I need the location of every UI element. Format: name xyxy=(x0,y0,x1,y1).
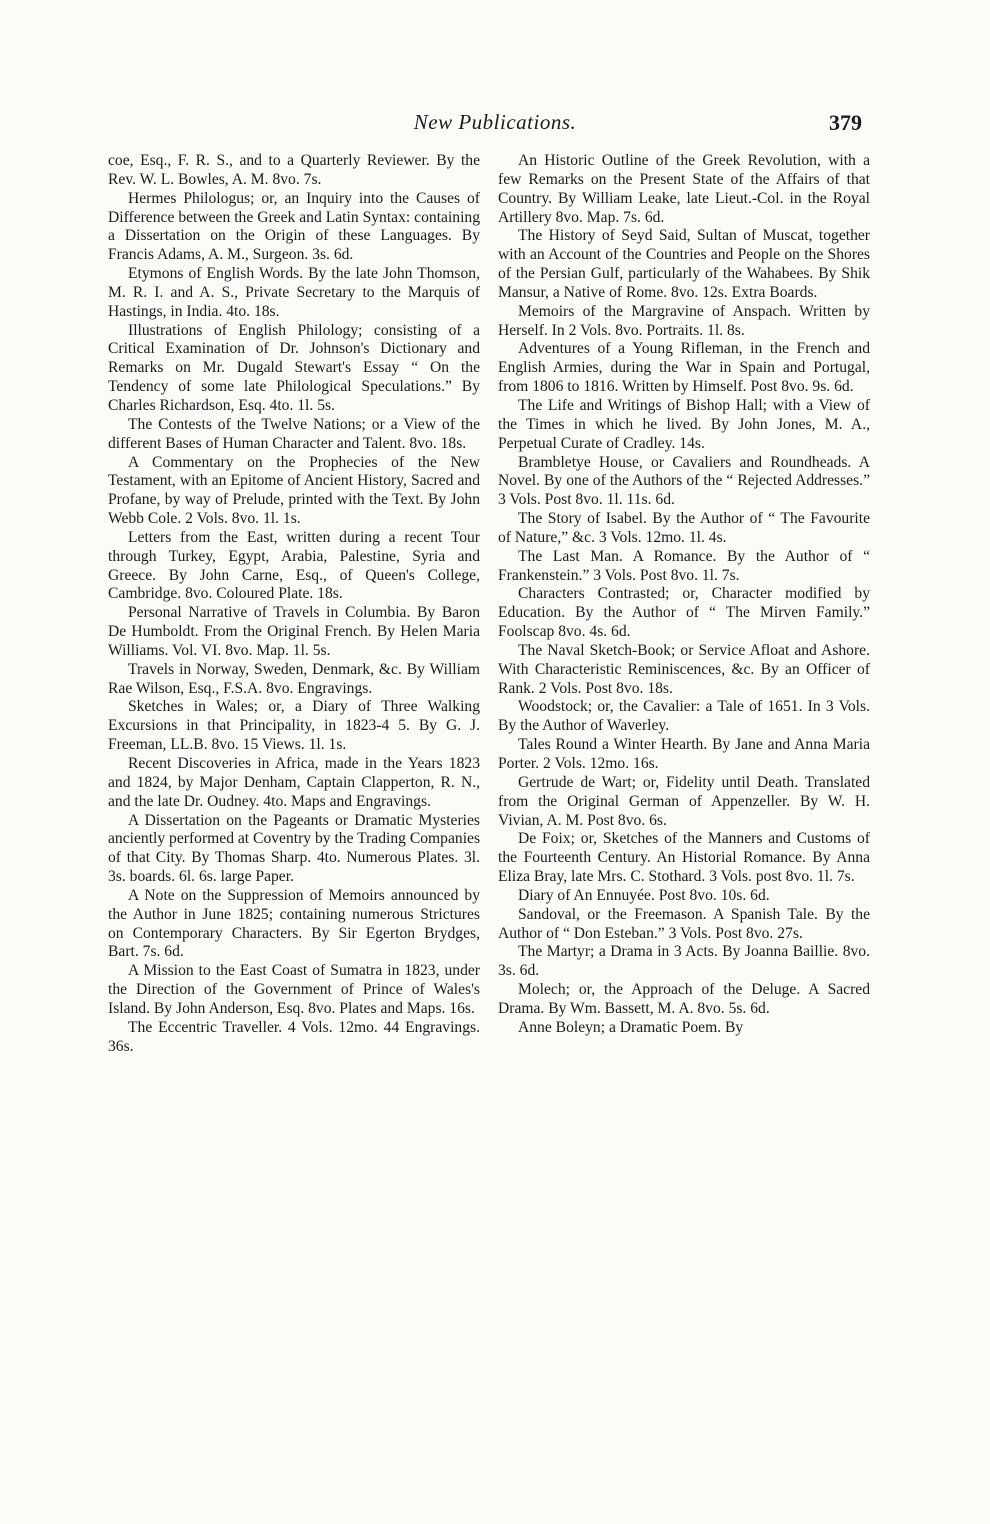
entry: Gertrude de Wart; or, Fidelity until Death. Translated from the Original German of Appenzeller. By W. H. Vivian, A. M. Post 8vo. 6s. xyxy=(498,773,870,829)
entry: Tales Round a Winter Hearth. By Jane and Anna Maria Porter. 2 Vols. 12mo. 16s. xyxy=(498,736,870,772)
right-column xyxy=(498,152,870,1038)
entry: Adventures of a Young Rifleman, in the French and English Armies, during the War in Spain and Portugal, from 1806 to 1816. Written by Himself. Post 8vo. 9s. 6d. xyxy=(498,340,870,396)
entry: Personal Narrative of Travels in Columbia. By Baron De Humboldt. From the Original French. By Helen Maria Williams. Vol. VI. 8vo. Map. 1l. 5s. xyxy=(108,604,480,659)
entry: Etymons of English Words. By the late John Thomson, M. R. I. and A. S., Private Secretary to the Marquis of Hastings, in India. 4to. 18s. xyxy=(108,265,480,320)
left-column xyxy=(108,152,480,1057)
entry: Illustrations of English Philology; consisting of a Critical Examination of Dr. Johnson's Dictionary and Remarks on Mr. Dugald Stewart's Essay “ On the Tendency of some late Philological Speculations.” By Charles Richardson, Esq. 4to. 1l. 5s. xyxy=(108,321,480,414)
entry: Woodstock; or, the Cavalier: a Tale of 1651. In 3 Vols. By the Author of Waverley. xyxy=(498,698,870,735)
entry: The Naval Sketch-Book; or Service Afloat and Ashore. With Characteristic Reminiscences, &c. By an Officer of Rank. 2 Vols. Post 8vo. 18s. xyxy=(498,641,870,697)
entry: The Last Man. A Romance. By the Author of “ Frankenstein.” 3 Vols. Post 8vo. 1l. 7s. xyxy=(498,547,870,584)
entry: The Story of Isabel. By the Author of “ The Favourite of Nature,” &c. 3 Vols. 12mo. 1l. 4s. xyxy=(498,510,870,546)
page-number: 379 xyxy=(829,110,862,135)
entry: Hermes Philologus; or, an Inquiry into the Causes of Difference between the Greek and Latin Syntax: containing a Dissertation on the Origin of these Languages. By Francis Adams, A. M., Surgeon. 3s. 6d. xyxy=(108,189,480,264)
entry: Memoirs of the Margravine of Anspach. Written by Herself. In 2 Vols. 8vo. Portraits. 1l. 8s. xyxy=(498,302,870,339)
entry: Sketches in Wales; or, a Diary of Three Walking Excursions in that Principality, in 1823-4 5. By G. J. Freeman, LL.B. 8vo. 15 Views. 1l. 1s. xyxy=(108,698,480,754)
entry: A Mission to the East Coast of Sumatra in 1823, under the Direction of the Government of Prince of Wales's Island. By John Anderson, Esq. 8vo. Plates and Maps. 16s. xyxy=(108,962,480,1017)
entry: Characters Contrasted; or, Character modified by Education. By the Author of “ The Mirven Family.” Foolscap 8vo. 4s. 6d. xyxy=(498,585,870,641)
entry: Brambletye House, or Cavaliers and Roundheads. A Novel. By one of the Authors of the “ Rejected Addresses.” 3 Vols. Post 8vo. 1l. 11s. 6d. xyxy=(498,453,870,509)
entry: The Eccentric Traveller. 4 Vols. 12mo. 44 Engravings. 36s. xyxy=(108,1018,480,1055)
entry: Travels in Norway, Sweden, Denmark, &c. By William Rae Wilson, Esq., F.S.A. 8vo. Engravings. xyxy=(108,660,480,697)
entry: Letters from the East, written during a recent Tour through Turkey, Egypt, Arabia, Palestine, Syria and Greece. By John Carne, Esq., of Queen's College, Cambridge. 8vo. Coloured Plate. 18s. xyxy=(108,528,480,603)
entry-continued: coe, Esq., F. R. S., and to a Quarterly Reviewer. By the Rev. W. L. Bowles, A. M. 8vo. 7s. xyxy=(108,152,480,188)
entry: De Foix; or, Sketches of the Manners and Customs of the Fourteenth Century. An Historial Romance. By Anna Eliza Bray, late Mrs. C. Stothard. 3 Vols. post 8vo. 1l. 7s. xyxy=(498,830,870,886)
entry: A Commentary on the Prophecies of the New Testament, with an Epitome of Ancient History, Sacred and Profane, by way of Prelude, printed with the Text. By John Webb Cole. 2 Vols. 8vo. 1l. 1s. xyxy=(108,453,480,528)
entry: Sandoval, or the Freemason. A Spanish Tale. By the Author of “ Don Esteban.” 3 Vols. Post 8vo. 27s. xyxy=(498,905,870,942)
entry-truncated: Anne Boleyn; a Dramatic Poem. By xyxy=(518,1018,744,1036)
entry: A Note on the Suppression of Memoirs announced by the Author in June 1825; containing numerous Strictures on Contemporary Characters. By Sir Egerton Brydges, Bart. 7s. 6d. xyxy=(108,886,480,961)
entry: Molech; or, the Approach of the Deluge. A Sacred Drama. By Wm. Bassett, M. A. 8vo. 5s. 6d. xyxy=(498,981,870,1017)
entry: The Life and Writings of Bishop Hall; with a View of the Times in which he lived. By John Jones, M. A., Perpetual Curate of Cradley. 14s. xyxy=(498,396,870,452)
entry: An Historic Outline of the Greek Revolution, with a few Remarks on the Present State of the Affairs of that Country. By William Leake, late Lieut.-Col. in the Royal Artillery 8vo. Map. 7s. 6d. xyxy=(498,152,870,226)
entry: The Martyr; a Drama in 3 Acts. By Joanna Baillie. 8vo. 3s. 6d. xyxy=(498,943,870,980)
entry: The Contests of the Twelve Nations; or a View of the different Bases of Human Character and Talent. 8vo. 18s. xyxy=(108,415,480,452)
running-head-title: New Publications. xyxy=(413,110,577,134)
running-head xyxy=(0,110,990,140)
entry: The History of Seyd Said, Sultan of Muscat, together with an Account of the Countries and People on the Shores of the Persian Gulf, particularly of the Wahabees. By Shik Mansur, a Native of Rome. 8vo. 12s. Extra Boards. xyxy=(498,227,870,301)
entry: Recent Discoveries in Africa, made in the Years 1823 and 1824, by Major Denham, Captain Clapperton, R. N., and the late Dr. Oudney. 4to. Maps and Engravings. xyxy=(108,755,480,810)
entry: Diary of An Ennuyée. Post 8vo. 10s. 6d. xyxy=(518,886,770,904)
entry: A Dissertation on the Pageants or Dramatic Mysteries anciently performed at Coventry by the Trading Companies of that City. By Thomas Sharp. 4to. Numerous Plates. 3l. 3s. boards. 6l. 6s. large Paper. xyxy=(108,811,481,886)
